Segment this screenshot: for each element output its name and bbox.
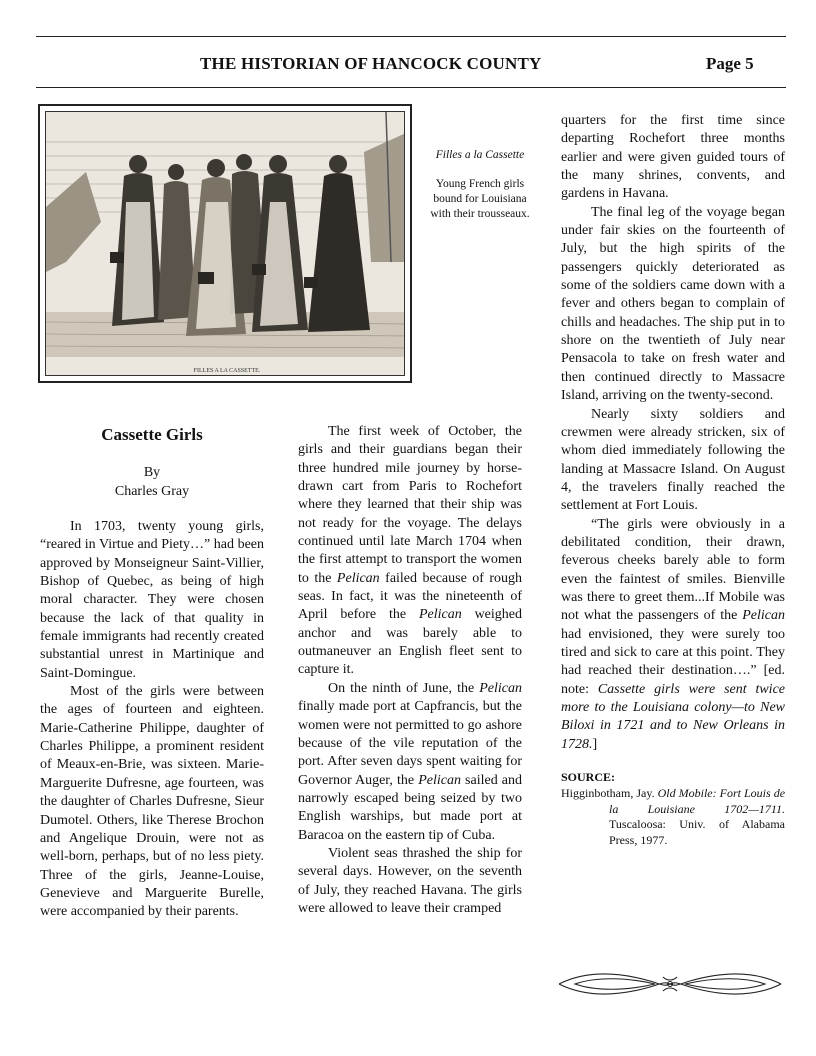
author-name: Charles Gray [114, 484, 190, 499]
byline-by: By [143, 465, 161, 480]
header-rule-top [36, 36, 786, 37]
source-citation: Higginbotham, Jay. Old Mobile: Fort Louis de la Louisiane 1702—1711. Tuscaloosa: Univ. of Alabama Press, 1977. [561, 786, 786, 847]
paragraph: Most of the girls were between the ages of fourteen and eighteen. Marie-Catherine Philippe, daughter of Charles Philippe, a prominent resident of Meaux-en-Brie, was sixteen. Marie-Marguerite Dufresne, age fourteen, was the daughter of Charles Dufresne, Sieur Dumotel. Others, like Therese Brochon and Angelique Drouin, were not as well-born, perhaps, but of no less piety. Three of the girls, Jeanne-Louise, Genevieve and Marguerite Burelle, were accompanied by their parents. [40, 684, 264, 920]
paragraph: The final leg of the voyage began under fair skies on the fourteenth of July, but the high spirits of the passengers quickly deteriorated as some of the soldiers came down with a fever and others began to complain of chills and headaches. The ship put in to shore on the twentieth of July near Pensacola to take on fresh water and then continued directly to Massacre Island, arriving on the twenty-second. [561, 204, 785, 404]
plate-label: FILLES A LA CASSETTE. [193, 368, 261, 374]
article-column-2 [298, 423, 522, 918]
paragraph: quarters for the first time since departing Rochefort three months earlier and were given guided tours of the many shrines, convents, and gardens in Havana. [561, 113, 785, 202]
page-number: Page 5 [706, 54, 754, 73]
figure-caption [430, 148, 530, 222]
illustration-frame [38, 104, 412, 383]
source-label: SOURCE: [561, 770, 616, 785]
paragraph: Violent seas thrashed the ship for several days. However, on the seventh of July, they reached Havana. The girls were allowed to leave their cramped [298, 845, 522, 916]
caption-title: Filles a la Cassette [435, 149, 525, 161]
paragraph: “The girls were obviously in a debilitated condition, their drawn, feverous cheeks barely able to form even the faintest of smiles. Bienville was there to greet them...If Mobile was not what the passengers of the Pelican had envisioned, they were surely too tired and sick to care at this point. They had reached their destination….” [ed. note: Cassette girls were sent twice more to the Louisiana colony—to New Biloxi in 1721 and to New Orleans in 1728.] [561, 516, 785, 752]
newsletter-title: THE HISTORIAN OF HANCOCK COUNTY [200, 54, 542, 73]
header-rule-bottom [36, 87, 786, 88]
article-column-3 [561, 112, 785, 848]
paragraph: In 1703, twenty young girls, “reared in Virtue and Piety…” had been approved by Monseigneur Saint-Villier, Bishop of Quebec, as being of high moral character. They were chosen because the lack of that quality in female immigrants had recently created substantial unrest in Martinique and Saint-Domingue. [40, 519, 264, 681]
paragraph: Nearly sixty soldiers and crewmen were already stricken, six of whom died immediately following the landing at Massacre Island. On August 4, the travelers finally reached the settlement at Fort Louis. [561, 406, 785, 514]
paragraph: On the ninth of June, the Pelican finally made port at Capfrancis, but the women were not permitted to go ashore because of the vile reputation of the port. After seven days spent waiting for Governor Auger, the Pelican sailed and narrowly escaped being seized by two English warships, but made port at Baracoa on the eastern tip of Cuba. [298, 680, 523, 843]
illustration [45, 111, 405, 376]
caption-body: Young French girls bound for Louisiana with their trousseaux. [430, 178, 530, 220]
paragraph: The first week of October, the girls and their guardians began their three hundred mile journey by horse-drawn cart from Paris to Rochefort where they learned that their ship was not ready for the voyage. The delays continued until late March 1704 when the first attempt to transport the women to the Pelican failed because of rough seas. In fact, it was the nineteenth of April before the Pelican weighed anchor and was barely able to outmaneuver an English fleet sent to capture it. [298, 424, 523, 678]
byline [40, 463, 264, 501]
article-title: Cassette Girls [101, 425, 203, 444]
decorative-flourish-icon [555, 969, 785, 999]
article-column-1 [40, 518, 264, 922]
cassette-girls-engraving [46, 112, 405, 376]
